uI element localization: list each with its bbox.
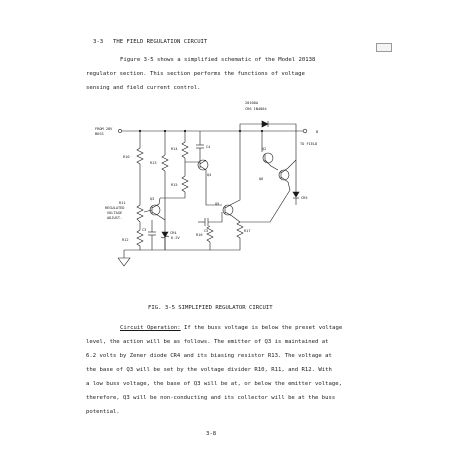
operation-heading: Circuit Operation: bbox=[120, 325, 181, 331]
label-r15: R15 bbox=[171, 183, 178, 187]
r15-resistor bbox=[182, 176, 188, 192]
label-r12: R12 bbox=[122, 238, 129, 242]
operation-line-6: therefore, Q3 will be non-conducting and its collector will be at the buss bbox=[86, 395, 336, 401]
label-c4: C4 bbox=[206, 145, 211, 149]
operation-line-1-text: If the buss voltage is below the preset voltage bbox=[180, 325, 343, 331]
q6-emitter bbox=[240, 177, 290, 222]
q2-transistor bbox=[263, 153, 273, 163]
page-number: 3-8 bbox=[206, 431, 217, 437]
intro-line-3: sensing and field current control. bbox=[86, 85, 201, 91]
label-q5: Q5 bbox=[215, 202, 220, 206]
r10-resistor bbox=[137, 148, 143, 164]
cr6-diode-symbol bbox=[262, 121, 268, 127]
ground-symbol bbox=[118, 258, 130, 266]
r16-resistor bbox=[207, 226, 213, 242]
label-cr5: CR5 bbox=[301, 196, 308, 200]
operation-line-5: a low buss voltage, the base of Q3 will be at, or below the emitter voltage, bbox=[86, 381, 342, 387]
operation-line-1 bbox=[120, 326, 342, 332]
wire bbox=[160, 192, 185, 198]
operation-line-3: 6.2 volts by Zener diode CR4 and its biasing resistor R13. The voltage at bbox=[86, 353, 332, 359]
cr6-wire bbox=[268, 124, 296, 131]
label-r17: R17 bbox=[244, 229, 251, 233]
intro-line-1: Figure 3-5 shows a simplified schematic of the Model 20138 bbox=[120, 57, 316, 63]
q5-collector bbox=[225, 131, 240, 208]
wire bbox=[185, 148, 200, 162]
section-number: 3-3 bbox=[93, 39, 104, 45]
figure-caption: FIG. 3-5 SIMPLIFIED REGULATOR CIRCUIT bbox=[148, 305, 273, 311]
label-q3: Q3 bbox=[150, 197, 155, 201]
q5-emitter bbox=[225, 212, 240, 222]
bus-terminal bbox=[118, 129, 121, 132]
q6-collector bbox=[281, 131, 296, 173]
label-terminal-b: B bbox=[316, 130, 319, 134]
label-r11-regulated: REGULATED bbox=[105, 206, 125, 210]
operation-line-2: level, the action will be as follows. The emitter of Q3 is maintained at bbox=[86, 339, 329, 345]
label-r11: R11 bbox=[119, 201, 126, 205]
label-to-field: TO FIELD bbox=[300, 142, 318, 146]
label-r16: R16 bbox=[196, 233, 203, 237]
label-r11-voltage: VOLTAGE bbox=[107, 211, 123, 215]
cr6-wire bbox=[240, 124, 262, 131]
label-cr4: CR4 bbox=[170, 231, 177, 235]
r14-resistor bbox=[182, 142, 188, 158]
operation-line-4: the base of Q3 will be set by the voltage divider R10, R11, and R12. With bbox=[86, 367, 332, 373]
section-title: THE FIELD REGULATION CIRCUIT bbox=[113, 39, 208, 45]
label-q2: Q2 bbox=[262, 147, 267, 151]
label-c5: C5 bbox=[204, 229, 209, 233]
r13-resistor bbox=[162, 155, 168, 171]
label-r13: R13 bbox=[150, 161, 157, 165]
intro-line-2: regulator section. This section performs the functions of voltage bbox=[86, 71, 305, 77]
label-r14: R14 bbox=[171, 147, 178, 151]
label-q4: Q4 bbox=[207, 173, 212, 177]
q6-transistor bbox=[279, 170, 289, 180]
r17-resistor bbox=[237, 222, 243, 238]
label-cr4-voltage: 6.2V bbox=[171, 236, 180, 240]
label-bus: BUSS bbox=[95, 132, 104, 136]
label-c3: C3 bbox=[142, 228, 147, 232]
r11-potentiometer bbox=[137, 205, 143, 222]
operation-line-7: potential. bbox=[86, 409, 120, 415]
wire bbox=[208, 212, 222, 222]
label-from-bus: FROM 28V bbox=[95, 127, 113, 131]
r11-wiper bbox=[144, 210, 152, 212]
field-terminal bbox=[303, 129, 307, 133]
label-cr6: CR6 1N4004 bbox=[245, 107, 267, 111]
label-r10: R10 bbox=[123, 155, 130, 159]
label-q6: Q6 bbox=[259, 177, 264, 181]
wire bbox=[210, 238, 240, 250]
label-part-number: 20108A bbox=[245, 101, 258, 105]
label-r11-adjust: ADJUST. bbox=[107, 216, 123, 220]
cr5-diode-symbol bbox=[293, 192, 299, 197]
r12-resistor bbox=[137, 230, 143, 246]
q4-transistor bbox=[198, 160, 208, 170]
